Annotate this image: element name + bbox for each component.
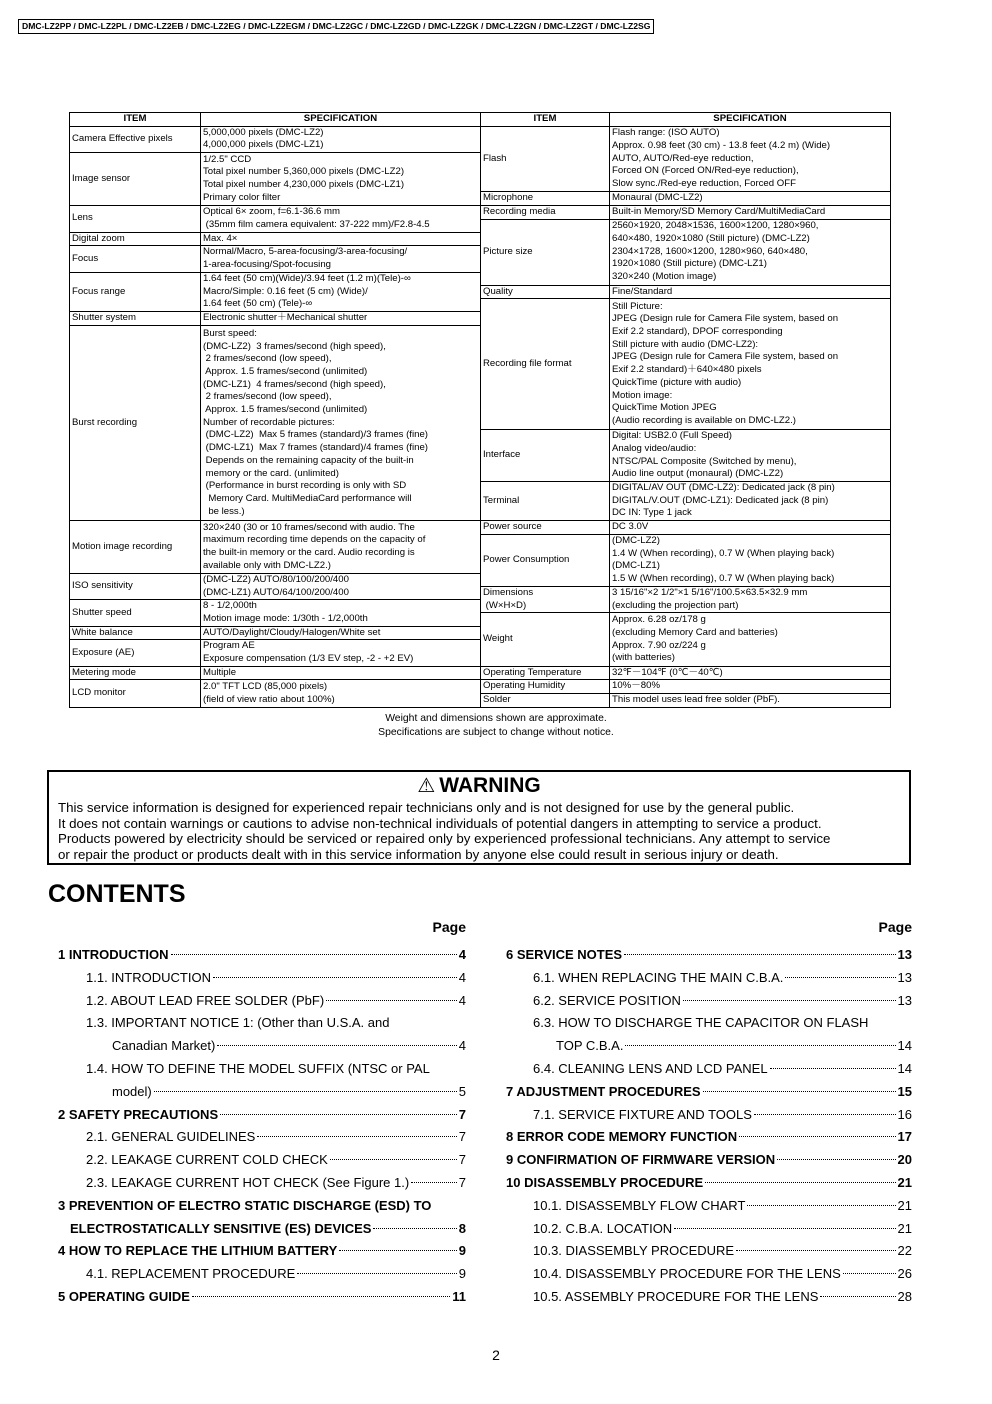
toc-entry-page: 20 — [897, 1152, 912, 1168]
toc-entry[interactable] — [498, 944, 912, 967]
toc-entry[interactable] — [498, 1240, 912, 1263]
toc-leader-dots — [326, 1000, 457, 1001]
spec-value: Built-in Memory/SD Memory Card/MultiMediaCard — [610, 205, 891, 219]
spec-item: Operating Humidity — [481, 680, 610, 694]
toc-leader-dots — [674, 1228, 895, 1229]
spec-value: 5,000,000 pixels (DMC-LZ2) 4,000,000 pixels (DMC-LZ1) — [201, 126, 481, 152]
toc-entry-page: 9 — [458, 1243, 466, 1259]
toc-leader-dots — [770, 1068, 896, 1069]
toc-entry[interactable] — [58, 1035, 466, 1058]
toc-entry[interactable] — [498, 1172, 912, 1195]
spec-item: Camera Effective pixels — [70, 126, 201, 152]
toc-entry-title: 1 INTRODUCTION — [58, 947, 169, 962]
spec-value: Multiple — [201, 666, 481, 680]
warning-triangle-icon: ⚠ — [417, 775, 436, 797]
toc-entry-page: 11 — [452, 1288, 466, 1304]
toc-entry-page: 16 — [897, 1106, 912, 1122]
toc-entry[interactable] — [498, 967, 912, 990]
toc-entry[interactable] — [498, 1035, 912, 1058]
toc-entry-title: 6.4. CLEANING LENS AND LCD PANEL — [533, 1060, 768, 1076]
toc-entry[interactable] — [58, 1286, 466, 1309]
toc-entry-page: 7 — [458, 1174, 466, 1190]
warning-box — [47, 770, 911, 865]
toc-entry-title: 1.3. IMPORTANT NOTICE 1: (Other than U.S.A. and — [86, 1015, 390, 1031]
toc-entry-title: 1.4. HOW TO DEFINE THE MODEL SUFFIX (NTSC or PAL — [86, 1060, 430, 1076]
spec-item: Image sensor — [70, 153, 201, 206]
warning-line: or repair the product or products dealt with in this service information by anyone else could result in serious injury or death. — [58, 846, 779, 862]
spec-header: SPECIFICATION — [610, 113, 891, 127]
spec-value: Approx. 6.28 oz/178 g (excluding Memory Card and batteries) Approx. 7.90 oz/224 g (with batteries) — [610, 613, 891, 667]
spec-value: Burst speed: (DMC-LZ2) 3 frames/second (high speed), 2 frames/second (low speed), Approx. 1.5 frames/second (unlimited) (DMC-LZ1) 4 frames/second (high speed), 2 frames/second (low speed), Approx. 1.5 frames/second (unlimited) Number of recordable pictures: (DMC-LZ2) Max 5 frames (standard)/3 frames (fine) (DMC-LZ1) Max 7 frames (standard)/4 frames (fine) Depends on the remaining capacity of the built-in memory or the card. (unlimited) (Performance in burst recording is only with SD Memory Card. MultiMediaCard performance will be less.) — [201, 326, 481, 521]
toc-leader-dots — [411, 1182, 457, 1183]
toc-entry-title: 10.4. DISASSEMBLY PROCEDURE FOR THE LENS — [533, 1266, 841, 1282]
toc-entry-page: 4 — [458, 947, 466, 962]
toc-entry[interactable] — [58, 1081, 466, 1104]
spec-value: Optical 6× zoom, f=6.1-36.6 mm (35mm film camera equivalent: 37-222 mm)/F2.8-4.5 — [201, 205, 481, 232]
toc-entry[interactable] — [58, 990, 466, 1013]
toc-entry-page: 5 — [458, 1083, 466, 1099]
contents-left-column — [58, 918, 466, 1309]
spec-item: Microphone — [481, 192, 610, 206]
spec-item: Recording media — [481, 205, 610, 219]
toc-entry-title: 10.5. ASSEMBLY PROCEDURE FOR THE LENS — [533, 1288, 819, 1304]
toc-entry-title: model) — [112, 1083, 152, 1099]
toc-leader-dots — [339, 1250, 457, 1251]
spec-value: Program AE Exposure compensation (1/3 EV step, -2 - +2 EV) — [201, 640, 481, 666]
spec-value: 32℉－104℉ (0℃－40℃) — [610, 666, 891, 680]
spec-item: LCD monitor — [70, 680, 201, 707]
toc-leader-dots — [747, 1205, 895, 1206]
page-column-header: Page — [878, 919, 912, 935]
spec-item: Focus — [70, 246, 201, 272]
spec-note: Specifications are subject to change without notice. — [378, 726, 614, 738]
toc-entry-title: 1.1. INTRODUCTION — [86, 969, 211, 985]
toc-entry[interactable] — [498, 1263, 912, 1286]
spec-item: Operating Temperature — [481, 666, 610, 680]
spec-value: (DMC-LZ2) 1.4 W (When recording), 0.7 W (When playing back) (DMC-LZ1) 1.5 W (When recording), 0.7 W (When playing back) — [610, 534, 891, 586]
toc-leader-dots — [683, 1000, 896, 1001]
toc-entry-page: 22 — [897, 1243, 912, 1259]
spec-item: Power Consumption — [481, 534, 610, 586]
toc-entry-title: 7.1. SERVICE FIXTURE AND TOOLS — [533, 1106, 752, 1122]
toc-entry-title: 1.2. ABOUT LEAD FREE SOLDER (PbF) — [86, 992, 325, 1008]
spec-value: Still Picture: JPEG (Design rule for Camera File system, based on Exif 2.2 standard), DPOF corresponding Still picture with audio (DMC-LZ2): JPEG (Design rule for Camera File system, based on Exif 2.2 standard)＋640×480 pixels QuickTime (picture with audio) Motion image: QuickTime Motion JPEG (Audio recording is available on DMC-LZ2.) — [610, 299, 891, 430]
toc-leader-dots — [625, 1045, 895, 1046]
toc-entry[interactable] — [58, 1172, 466, 1195]
spec-value: 1/2.5" CCD Total pixel number 5,360,000 pixels (DMC-LZ2) Total pixel number 4,230,000 pixels (DMC-LZ1) Primary color filter — [201, 153, 481, 206]
toc-leader-dots — [297, 1273, 457, 1274]
toc-leader-dots — [777, 1159, 895, 1160]
toc-leader-dots — [739, 1136, 895, 1137]
toc-entry-page: 7 — [458, 1106, 466, 1122]
toc-entry-title: 2 SAFETY PRECAUTIONS — [58, 1106, 219, 1122]
toc-entry-page: 13 — [897, 947, 912, 962]
toc-leader-dots — [330, 1159, 457, 1160]
toc-leader-dots — [257, 1136, 456, 1137]
spec-item: Motion image recording — [70, 521, 201, 574]
spec-item: Metering mode — [70, 666, 201, 680]
spec-header-row — [70, 113, 891, 127]
spec-value: 10%－80% — [610, 680, 891, 694]
toc-entry-title: 6.3. HOW TO DISCHARGE THE CAPACITOR ON FLASH — [533, 1015, 869, 1031]
toc-entry-page: 21 — [897, 1220, 912, 1236]
toc-entry[interactable] — [58, 1240, 466, 1263]
toc-entry-title: 4 HOW TO REPLACE THE LITHIUM BATTERY — [58, 1243, 338, 1259]
spec-item: ISO sensitivity — [70, 573, 201, 599]
toc-entry-page: 4 — [458, 1038, 466, 1054]
spec-item: Focus range — [70, 272, 201, 312]
spec-value: Electronic shutter＋Mechanical shutter — [201, 312, 481, 326]
toc-entry[interactable] — [498, 1012, 912, 1035]
warning-title-text: WARNING — [439, 774, 541, 797]
toc-leader-dots — [192, 1296, 450, 1297]
toc-entry-title: 3 PREVENTION OF ELECTRO STATIC DISCHARGE (ESD) TO — [58, 1197, 432, 1213]
toc-entry-title: 10 DISASSEMBLY PROCEDURE — [506, 1174, 704, 1190]
spec-item: Solder — [481, 694, 610, 708]
toc-leader-dots — [220, 1114, 457, 1115]
spec-note: Weight and dimensions shown are approximate. — [385, 713, 607, 724]
toc-entry-title: 5 OPERATING GUIDE — [58, 1288, 190, 1304]
toc-entry-page: 13 — [897, 992, 912, 1008]
spec-item: Interface — [481, 430, 610, 482]
toc-leader-dots — [217, 1045, 456, 1046]
warning-title — [49, 774, 909, 798]
toc-entry-page: 8 — [458, 1220, 466, 1236]
toc-leader-dots — [703, 1091, 896, 1092]
spec-item: Exposure (AE) — [70, 640, 201, 666]
toc-entry-page: 15 — [897, 1083, 912, 1099]
toc-entry[interactable] — [498, 1081, 912, 1104]
toc-leader-dots — [820, 1296, 895, 1297]
toc-entry[interactable] — [58, 1126, 466, 1149]
toc-entry-page: 4 — [458, 969, 466, 985]
toc-entry-title: 7 ADJUSTMENT PROCEDURES — [506, 1083, 701, 1099]
spec-value: Normal/Macro, 5-area-focusing/3-area-focusing/ 1-area-focusing/Spot-focusing — [201, 246, 481, 272]
spec-item: Quality — [481, 285, 610, 299]
toc-leader-dots — [785, 977, 895, 978]
toc-entry-title: 9 CONFIRMATION OF FIRMWARE VERSION — [506, 1152, 776, 1168]
spec-value: (DMC-LZ2) AUTO/80/100/200/400 (DMC-LZ1) AUTO/64/100/200/400 — [201, 573, 481, 599]
toc-entry[interactable] — [498, 1058, 912, 1081]
spec-item: Recording file format — [481, 299, 610, 430]
toc-leader-dots — [213, 977, 457, 978]
page-number: 2 — [492, 1347, 500, 1363]
page-column-header: Page — [432, 919, 466, 935]
toc-entry-page: 26 — [897, 1266, 912, 1282]
toc-entry-title: 6.1. WHEN REPLACING THE MAIN C.B.A. — [533, 969, 784, 985]
toc-entry-title: Canadian Market) — [112, 1038, 216, 1054]
spec-item: Shutter system — [70, 312, 201, 326]
toc-entry-page: 21 — [897, 1197, 912, 1213]
toc-entry-title: TOP C.B.A. — [556, 1038, 624, 1054]
toc-entry-page: 13 — [897, 969, 912, 985]
toc-entry-title: 4.1. REPLACEMENT PROCEDURE — [86, 1266, 296, 1282]
toc-entry-title: 2.2. LEAKAGE CURRENT COLD CHECK — [86, 1152, 328, 1168]
item-header: ITEM — [481, 113, 610, 127]
spec-value: 320×240 (30 or 10 frames/second with audio. The maximum recording time depends on the capacity of the built-in memory or the card. Audio recording is available only with DMC-LZ2.) — [201, 521, 481, 574]
spec-value: 2.0" TFT LCD (85,000 pixels) (field of view ratio about 100%) — [201, 680, 481, 707]
spec-value: DIGITAL/AV OUT (DMC-LZ2): Dedicated jack (8 pin) DIGITAL/V.OUT (DMC-LZ1): Dedicated jack (8 pin) DC IN: Type 1 jack — [610, 482, 891, 521]
toc-entry-title: 8 ERROR CODE MEMORY FUNCTION — [506, 1129, 738, 1145]
toc-entry-page: 28 — [897, 1288, 912, 1304]
toc-entry[interactable] — [498, 1149, 912, 1172]
toc-entry-page: 4 — [458, 992, 466, 1008]
toc-entry-page: 21 — [897, 1174, 912, 1190]
toc-entry[interactable] — [498, 990, 912, 1013]
spec-item: Digital zoom — [70, 232, 201, 246]
spec-item: Terminal — [481, 482, 610, 521]
toc-leader-dots — [705, 1182, 895, 1183]
toc-leader-dots — [736, 1250, 895, 1251]
toc-entry-title: 10.1. DISASSEMBLY FLOW CHART — [533, 1197, 746, 1213]
spec-item: Shutter speed — [70, 600, 201, 626]
toc-entry[interactable] — [58, 967, 466, 990]
spec-value: AUTO/Daylight/Cloudy/Halogen/White set — [201, 626, 481, 640]
toc-entry[interactable] — [498, 1195, 912, 1218]
warning-line: It does not contain warnings or cautions to advise non-technical individuals of potential dangers in attempting to service a product. — [58, 815, 822, 831]
toc-leader-dots — [373, 1228, 456, 1229]
toc-entry-title: 10.3. DIASSEMBLY PROCEDURE — [533, 1243, 735, 1259]
toc-entry[interactable] — [58, 1218, 466, 1241]
spec-value: 2560×1920, 2048×1536, 1600×1200, 1280×960, 640×480, 1920×1080 (Still picture) (DMC-LZ2) 2304×1728, 1600×1200, 1280×960, 640×480, 1920×1080 (Still picture) (DMC-LZ1) 320×240 (Motion image) — [610, 219, 891, 285]
toc-entry-page: 14 — [897, 1038, 912, 1054]
spec-item: Picture size — [481, 219, 610, 285]
toc-leader-dots — [843, 1273, 896, 1274]
spec-value: Flash range: (ISO AUTO) Approx. 0.98 feet (30 cm) - 13.8 feet (4.2 m) (Wide) AUTO, AUTO/Red-eye reduction, Forced ON (Forced ON/Red-eye reduction), Slow sync./Red-eye reduction, Forced OFF — [610, 126, 891, 191]
contents-title: CONTENTS — [48, 880, 186, 908]
spec-item: Weight — [481, 613, 610, 667]
toc-leader-dots — [171, 954, 457, 955]
toc-entry[interactable] — [498, 1286, 912, 1309]
spec-item: Burst recording — [70, 326, 201, 521]
toc-entry-page: 9 — [458, 1266, 466, 1282]
spec-value: This model uses lead free solder (PbF). — [610, 694, 891, 708]
toc-leader-dots — [154, 1091, 457, 1092]
warning-line: Products powered by electricity should be serviced or repaired only by experienced professional technicians. Any attempt to service — [58, 831, 831, 847]
item-header: ITEM — [70, 113, 201, 127]
toc-entry-title: 6 SERVICE NOTES — [506, 947, 623, 962]
toc-entry-title: 6.2. SERVICE POSITION — [533, 992, 681, 1008]
toc-entry-title: 2.3. LEAKAGE CURRENT HOT CHECK (See Figure 1.) — [86, 1174, 410, 1190]
model-header: DMC-LZ2PP / DMC-LZ2PL / DMC-LZ2EB / DMC-LZ2EG / DMC-LZ2EGM / DMC-LZ2GC / DMC-LZ2GD / DMC-LZ2GK / DMC-LZ2GN / DMC-LZ2GT / DMC-LZ2SG — [18, 19, 654, 34]
spec-value: Max. 4× — [201, 232, 481, 246]
toc-leader-dots — [754, 1114, 896, 1115]
toc-entry-title: 2.1. GENERAL GUIDELINES — [86, 1129, 256, 1145]
toc-entry[interactable] — [58, 1104, 466, 1127]
warning-line: This service information is designed for experienced repair technicians only and is not designed for use by the general public. — [58, 800, 795, 815]
spec-value: 1.64 feet (50 cm)(Wide)/3.94 feet (1.2 m)(Tele)-∞ Macro/Simple: 0.16 feet (5 cm) (Wide)/ 1.64 feet (50 cm) (Tele)-∞ — [201, 272, 481, 312]
spec-item: White balance — [70, 626, 201, 640]
spec-item: Dimensions (W×H×D) — [481, 586, 610, 612]
toc-entry[interactable] — [58, 944, 466, 967]
spec-item: Flash — [481, 126, 610, 191]
toc-leader-dots — [624, 954, 895, 955]
toc-entry[interactable] — [498, 1126, 912, 1149]
spec-table — [69, 112, 891, 708]
spec-notes — [0, 712, 992, 739]
spec-value: 8 - 1/2,000th Motion image mode: 1/30th - 1/2,000th — [201, 600, 481, 626]
toc-entry-page: 7 — [458, 1152, 466, 1168]
toc-entry-page: 17 — [897, 1129, 912, 1145]
spec-value: Fine/Standard — [610, 285, 891, 299]
toc-entry-page: 14 — [897, 1060, 912, 1076]
spec-value: Digital: USB2.0 (Full Speed) Analog video/audio: NTSC/PAL Composite (Switched by menu), Audio line output (monaural) (DMC-LZ2) — [610, 430, 891, 482]
spec-item: Lens — [70, 205, 201, 232]
spec-value: 3 15/16"×2 1/2"×1 5/16"/100.5×63.5×32.9 mm (excluding the projection part) — [610, 586, 891, 612]
spec-value: DC 3.0V — [610, 521, 891, 535]
toc-entry[interactable] — [498, 1104, 912, 1127]
toc-entry-title: ELECTROSTATICALLY SENSITIVE (ES) DEVICES — [70, 1220, 372, 1236]
spec-value: Monaural (DMC-LZ2) — [610, 192, 891, 206]
contents-right-column — [498, 918, 912, 1309]
toc-entry-page: 7 — [458, 1129, 466, 1145]
toc-entry[interactable] — [58, 1263, 466, 1286]
spec-item: Power source — [481, 521, 610, 535]
spec-header: SPECIFICATION — [201, 113, 481, 127]
toc-entry[interactable] — [58, 1058, 466, 1081]
toc-entry[interactable] — [58, 1195, 466, 1218]
toc-entry[interactable] — [58, 1149, 466, 1172]
toc-entry-title: 10.2. C.B.A. LOCATION — [533, 1220, 673, 1236]
toc-entry[interactable] — [498, 1218, 912, 1241]
toc-entry[interactable] — [58, 1012, 466, 1035]
